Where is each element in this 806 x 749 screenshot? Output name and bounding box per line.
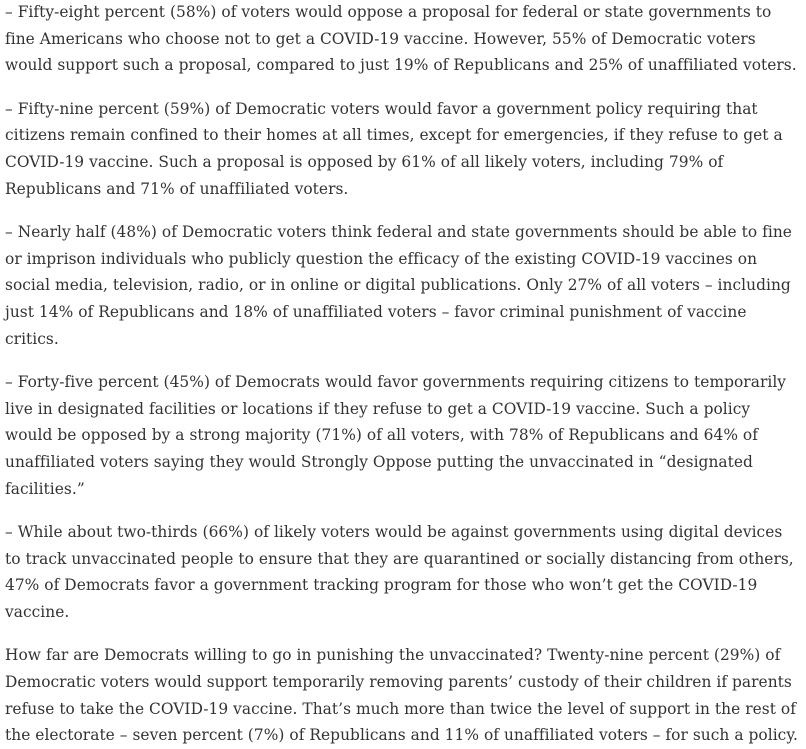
paragraph-home-confinement: – Fifty-nine percent (59%) of Democratic voters would favor a government policy requiring that citizens remain confined to their homes at all times, except for emergencies, if they refuse to get a COVID-19 vaccine. Such a proposal is opposed by 61% of all likely voters, including 79% of Republicans and 71% of unaffiliated voters. xyxy=(5,99,783,198)
paragraph-fine-unvaccinated: – Fifty-eight percent (58%) of voters would oppose a proposal for federal or state governments to fine Americans who choose not to get a COVID-19 vaccine. However, 55% of Democratic voters would support such a proposal, compared to just 19% of Republicans and 25% of unaffiliated voters. xyxy=(5,3,797,75)
paragraph-punish-vaccine-critics: – Nearly half (48%) of Democratic voters think federal and state governments should be able to fine or imprison individuals who publicly question the efficacy of the existing COVID-19 vaccines on social media, television, radio, or in online or digital publications. Only 27% of all voters – including just 14% of Republicans and 18% of unaffiliated voters – favor criminal punishment of vaccine critics. xyxy=(5,223,792,348)
paragraph-designated-facilities: – Forty-five percent (45%) of Democrats would favor governments requiring citizens to temporarily live in designated facilities or locations if they refuse to get a COVID-19 vaccine. Such a policy would be opposed by a strong majority (71%) of all voters, with 78% of Republicans and 64% of unaffiliated voters saying they would Strongly Oppose putting the unvaccinated in “designated facilities.” xyxy=(5,373,787,498)
article-body xyxy=(5,0,801,749)
paragraph-digital-tracking: – While about two-thirds (66%) of likely voters would be against governments using digital devices to track unvaccinated people to ensure that they are quarantined or socially distancing from others, 47% of Democrats favor a government tracking program for those who won’t get the COVID-19 vaccine. xyxy=(5,523,794,621)
paragraph-parental-custody: How far are Democrats willing to go in punishing the unvaccinated? Twenty-nine percent (29%) of Democratic voters would support temporarily removing parents’ custody of their children if parents refuse to take the COVID-19 vaccine. That’s much more than twice the level of support in the rest of the electorate – seven percent (7%) of Republicans and 11% of unaffiliated voters – for such a policy. xyxy=(5,646,798,745)
